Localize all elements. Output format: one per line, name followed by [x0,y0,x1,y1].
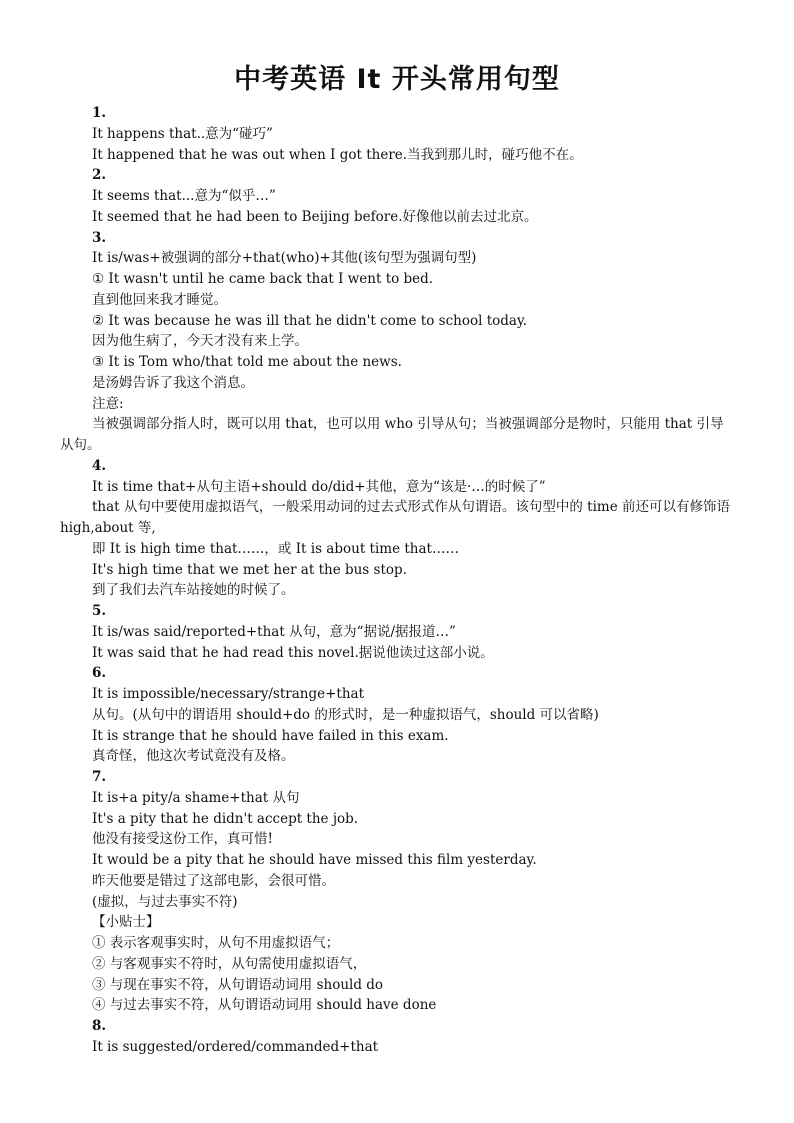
text-line: 他没有接受这份工作，真可惜! [92,831,273,848]
text-line: It is suggested/ordered/commanded+that [92,1038,379,1055]
text-line: 从句。(从句中的谓语用 should+do 的形式时，是一种虚拟语气，should 可以省略) [92,706,599,723]
text-line: (虚拟，与过去事实不符) [92,893,238,910]
text-line: 即 It is high time that……，或 It is about time that…… [92,540,459,557]
section-number: 5. [92,603,107,619]
section-number: 7. [92,769,107,785]
text-line: ④ 与过去事实不符，从句谓语动词用 should have done [92,997,437,1014]
text-line: ② 与客观事实不符时，从句需使用虚拟语气， [92,955,367,972]
text-line: 真奇怪，他这次考试竟没有及格。 [92,748,295,765]
text-line: It happened that he was out when I got there.当我到那儿时，碰巧他不在。 [92,146,583,163]
text-line: 当被强调部分指人时，既可以用 that，也可以用 who 引导从句；当被强调部分是物时，只能用 that 引导从句。 [60,416,724,453]
text-line: 注意: [92,395,124,412]
text-line: ② It was because he was ill that he didn't come to school today. [92,312,528,329]
section-number: 6. [92,665,107,682]
text-line: ① 表示客观事实时，从句不用虚拟语气； [92,935,340,951]
section-number: 1. [92,105,107,121]
text-line: It is impossible/necessary/strange+that [92,686,364,702]
section-number: 2. [92,167,107,184]
text-line: It would be a pity that he should have missed this film yesterday. [92,852,537,868]
text-line: It is strange that he should have failed in this exam. [92,727,449,744]
text-line: It is+a pity/a shame+that 从句 [92,789,300,806]
text-line: It seems that...意为“似乎…” [92,188,276,204]
section-number: 3. [92,229,107,246]
document-body [60,103,736,1058]
text-line: 是汤姆告诉了我这个消息。 [92,374,254,391]
text-line: 因为他生病了，今天才没有来上学。 [92,333,308,350]
text-line: ③ 与现在事实不符，从句谓语动词用 should do [92,976,384,993]
text-line: It is/was+被强调的部分+that(who)+其他(该句型为强调句型) [92,250,477,267]
text-line: 【小贴士】 [92,914,160,931]
text-line: 到了我们去汽车站接她的时候了。 [92,582,295,599]
text-line: It is/was said/reported+that 从句，意为“据说/据报道…” [92,623,456,640]
text-line: ③ It is Tom who/that told me about the news. [92,354,402,370]
text-line: It was said that he had read this novel.据说他读过这部小说。 [92,644,494,661]
text-line: It's a pity that he didn't accept the job. [92,810,359,827]
text-line: It seemed that he had been to Beijing before.好像他以前去过北京。 [92,208,538,225]
text-line: It is time that+从句主语+should do/did+其他，意为“该是·…的时候了” [92,478,546,495]
section-number: 4. [92,457,107,474]
text-line: that 从句中要使用虚拟语气，一般采用动词的过去式形式作从句谓语。该句型中的 time 前还可以有修饰语 high,about 等, [60,499,730,536]
section-number: 8. [92,1018,107,1034]
text-line: ① It wasn't until he came back that I went to bed. [92,271,434,287]
text-line: 直到他回来我才睡觉。 [92,291,227,308]
text-line: It's high time that we met her at the bus stop. [92,561,407,578]
page-title: 中考英语 It 开头常用句型 [234,64,560,95]
text-line: 昨天他要是错过了这部电影，会很可惜。 [92,872,335,889]
text-line: It happens that..意为“碰巧” [92,125,273,142]
